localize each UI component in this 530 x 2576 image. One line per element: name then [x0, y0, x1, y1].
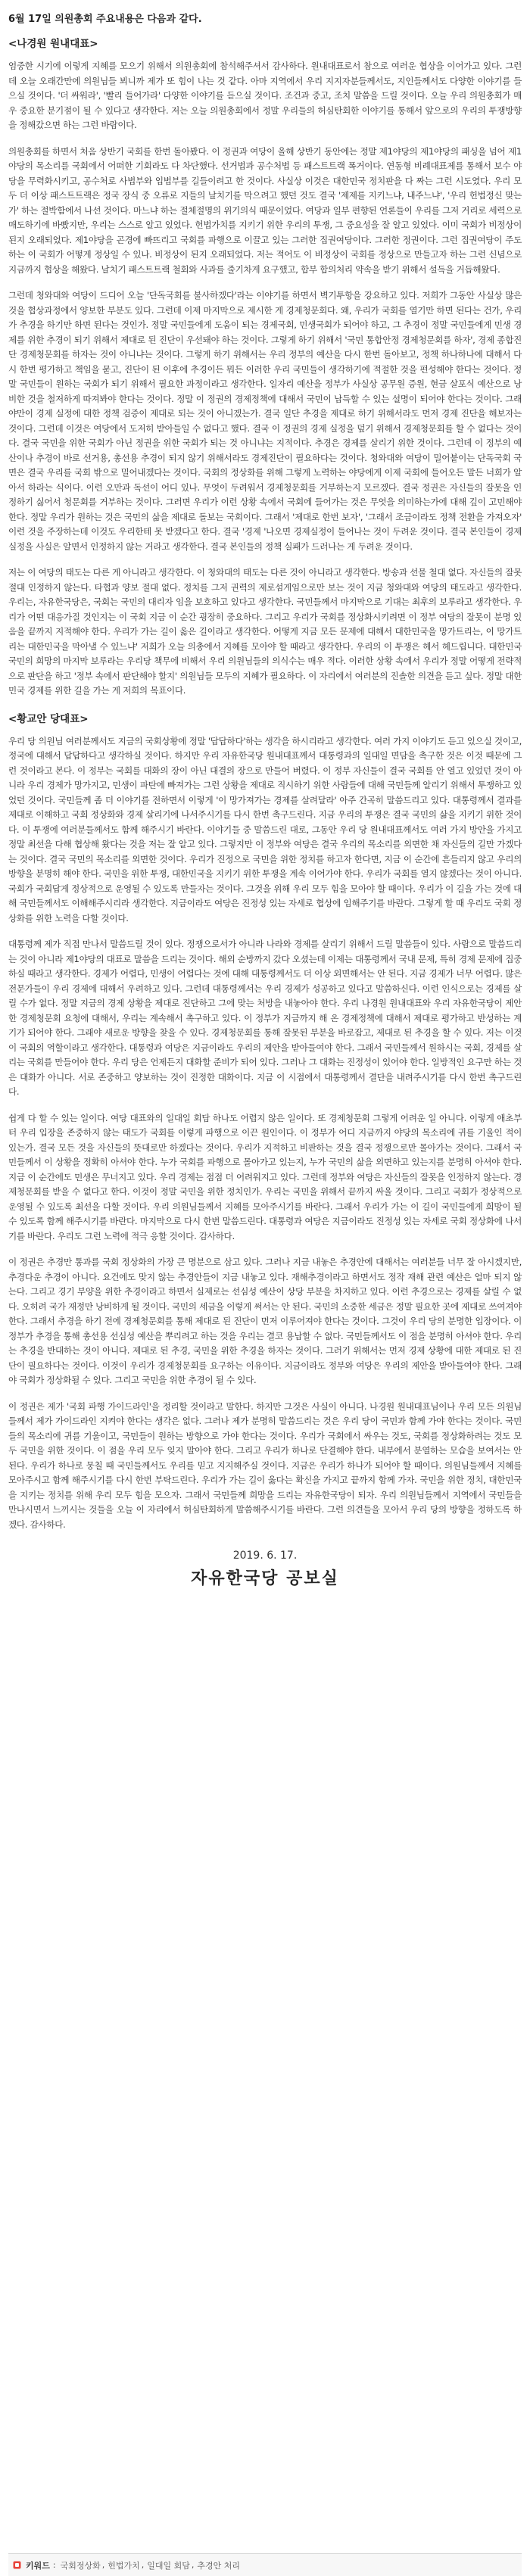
paragraph: 우리 당 의원님 여러분께서도 지금의 국회상황에 정말 '답답하다'하는 생각을 하시리라고 생각한다. 여러 가지 이야기도 듣고 있으실 것이고, 정국에 대해서 답답하다고 생각하실 것이다. 하지만 우리 자유한국당 원내대표께서 대통령과의 일대일 면담을 촉구한 것은 이것 때문에 그런 것이라고 본다. 이 정부는 국회를 대화의 장이 아닌 대결의 장으로 만들어 버렸다. 이 정부 자신들이 결국 국회를 안 열고 있었던 것이 아니라 우리 경제가 망가지고, 민생이 파탄에 빠져가는 그런 상황을 제대로 직시하기 위한 사람들에 대해 국민들께 알리기 위해서 투쟁하고 있었던 것이다. 국민들께 좀 더 이야기를 전하면서 이렇게 '이 망가져가는 경제를 살려달라' 아주 간곡히 말씀드리고 있다. 대통령께서 결과를 제대로 이해하고 국회 정상화와 경제 살리기에 나서주시기를 다시 한번 촉구드린다. 지금 우리의 투쟁은 결국 국민의 삶을 지키기 위한 것이다. 이 투쟁에 여러분들께서도 함께 해주시기 바란다. 이야기들 중 말씀드린 대로, 그동안 우리 당 원내대표께서도 여러 가지 방안을 가지고 정말 최선을 다해 협상해 왔다는 것을 저는 잘 알고 있다. 그렇지만 이 정부와 여당은 결국 우리의 목소리를 외면한 채 자신들의 길만 가겠다는 것이다. 결국 국민의 목소리를 외면한 것이다. 우리가 진정으로 국민을 위한 정치를 하고자 한다면, 지금 이 순간에 흔들리지 않고 우리의 방향을 분명히 해야 한다. 국민을 위한 투쟁, 대한민국을 지키기 위한 투쟁을 계속 이어가야 한다. 우리가 국회를 열지 않겠다는 것이 아니다. 국회가 국회답게 정상적으로 운영될 수 있도록 만들자는 것이다. 그것을 위해 우리 모두 힘을 모아야 할 때이다. 우리가 이 길을 가는 것에 대해 국민들께서도 이해해주시리라 생각한다. 지금이라도 여당은 진정성 있는 자세로 협상에 임해주기를 바란다. 그렇게 할 때 우리도 국회 정상화를 위한 노력을 다할 것이다. — [8, 735, 522, 924]
section-title: <황교안 당대표> — [8, 712, 89, 725]
release-date: 2019. 6. 17. — [232, 1550, 298, 1562]
paragraph: 의원총회를 하면서 처음 상반기 국회를 한번 돌아봤다. 이 정권과 여당이 올해 상반기 동안에는 정말 제1야당의 제1야당의 패싱을 넘어 제1야당의 목소리를 국회에서 어떠한 기회라도 다 차단했다. 선거법과 공수처법 등 패스트트랙 폭거이다. 연동형 비례대표제를 통해서 보수 야당을 무력화시키고, 공수처로 사법부와 입법부를 길들이려고 한 것이다. 사실상 이것은 대한민국 정치판을 다 짜는 그런 시도였다. 우리 모두 더 이상 패스트트랙은 정국 장식 중 오류로 지들의 날치기를 막으려고 했던 것도 결국 '제제를 지키느냐, 내주느냐', '우리 헌법정신 맞는가' 하는 절박함에서 나선 것이다. 마느냐 하는 절체절명의 위기의식 때문이었다. 여당과 일부 편향된 언론들이 우리를 그저 거리로 세력으로 매도하기에 바빴지만, 우리는 스스로 알고 있었다. 헌법가치를 지키기 위한 우리의 투쟁, 그 중요성을 잘 알고 있었다. 이미 국회가 비정상이 된지 오래되었다. 제1야당을 곤경에 빠뜨리고 국회를 파행으로 이끌고 있는 그러한 집권여당이다. 그러한 정권이다. 그런 집권여당이 주도하는 이 국회가 어떻게 정상일 수 있나. 비정상이 된지 오래되었다. 저는 적어도 이 비정상이 국회를 정상으로 만들고자 하는 그런 신념으로 지금까지 협상을 해왔다. 날치기 패스트트랙 철회와 사과를 줄기차게 요구했고, 합부 합의처리 약속을 받기 위해서 설득을 거듭해왔다. — [8, 145, 522, 275]
section-party-leader — [8, 710, 522, 1533]
paragraph: 그런데 청와대와 여당이 드디어 오늘 '단독국회를 불사하겠다'라는 이야기를 하면서 벽기투항을 강요하고 있다. 저희가 그동안 사실상 많은 것을 협상과정에서 양보한 부분도 있다. 그런데 이제 마지막으로 제시한 게 경제청문회다. 왜, 우리가 국회를 열기만 하면 된다는 건가, 우리가 추경을 하기만 하면 된다는 것인가. 정말 국민들에게 도움이 되는 경제국회, 민생국회가 되어야 하고, 그 추경이 정말 국민들에게 민생 경제를 위한 추경이 되기 위해서 제대로 된 진단이 우선돼야 하는 것이다. 그렇게 하기 위해서 '국민 통합안정 경제청문회를 하자', 경제 종합진단 경제청문회를 하자는 것이 아니냐는 것이다. 그렇게 하기 위해서는 우리 정부의 예산을 다시 한번 돌아보고, 정책 하나하나에 대해서 다시 한번 평가하고 책임을 묻고, 진단이 된 이후에 추경이든 뭐든 이러한 우리 국민들이 생각하기에 적절한 것을 편성해야 한다는 것이다. 정말 국민들이 원하는 국회가 되기 위해서 필요한 과정이라고 생각한다. 일자리 예산을 정부가 사실상 공무원 증원, 현금 살포식 예산으로 낭비한 것을 철저하게 따져봐야 한다는 것이다. 정말 이 정권의 경제정책에 대해서 국민이 납득할 수 있는 설명이 되어야 한다는 것이다. 그래야만이 경제 실정에 대한 정책 검증이 제대로 되는 것이 아니겠는가. 결국 일단 추경을 제대로 하기 위해서라도 먼저 경제 진단을 해보자는 것이다. 그런데 이것은 여당에서 도저히 받아들일 수 없다고 했다. 결국 이 정권의 경제 실정을 덮기 위해서 경제청문회를 할 수 없다는 것이다. 결국 국민을 위한 국회가 아닌 정권을 위한 국회가 되는 것 아니냐는 지적이다. 추경은 경제를 살리기 위한 것이다. 그런데 이 정부의 예산이나 추경이 바로 선거용, 총선용 추경이 되지 않기 위해서라도 경제진단이 필요하다는 것이다. 청와대와 여당이 밀어붙이는 단독국회 국면은 결국 우리를 국회 밖으로 밀어내겠다는 것이다. 국회의 정상화를 위해 그렇게 노력하는 야당에게 이제 국회에 들어오든 말든 너희가 알아서 하라는 식이다. 이런 오만과 독선이 어디 있나. 무엇이 두려워서 경제청문회를 거부하는지 모르겠다. 결국 정권은 자신들의 잘못을 인정하기 싫어서 청문회를 거부하는 것이다. 그러면 우리가 이런 상황 속에서 국회에 들어가는 것은 무엇을 의미하는가에 대해 깊이 고민해야 한다. 정말 우리가 원하는 것은 국민의 삶을 제대로 돌보는 국회이다. 그래서 '제대로 한번 보자', '그래서 조금이라도 정책 전환을 가져오자' 이런 것을 주장하는데 이것도 우리한테 못 받겠다고 한다. 결국 '경제 '나오면 경제실정이 들어나는 것이 두려운 것이다. 결국 본인들이 경제 실정을 사실은 알면서 인정하지 않는 거라고 생각한다. 결국 본인들의 정책 실패가 드러나는 게 두려운 것이다. — [8, 290, 522, 552]
closing-block — [8, 1546, 522, 1593]
keyword-link[interactable]: 헌법가치 — [108, 2560, 140, 2571]
paragraph: 이 정권은 추경만 통과를 국회 정상화의 가장 큰 명분으로 삼고 있다. 그러나 지금 내놓은 추경안에 대해서는 여러분들 너무 잘 아시겠지만, 추경다운 추경이 아니다. 요건에도 맞지 않는 추경안들이 지금 내놓고 있다. 재해추경이라고 하면서도 정작 재해 관련 예산은 얼마 되지 않는다. 그리고 경기 부양을 위한 추경이라고 하면서 실제로는 선심성 예산이 상당 부분을 차지하고 있다. 이런 추경으로는 경제를 살릴 수 없다. 오히려 국가 재정만 낭비하게 될 것이다. 국민의 세금을 이렇게 써서는 안 된다. 국민의 소중한 세금은 정말 필요한 곳에 제대로 쓰여져야 한다. 그래서 추경을 하기 전에 경제청문회를 통해 제대로 된 진단이 먼저 이루어져야 한다는 것이다. 그것이 우리 당의 분명한 입장이다. 이 정부가 추경을 통해 총선용 선심성 예산을 뿌리려고 하는 것을 우리는 결코 용납할 수 없다. 국민들께서도 이 점을 분명히 아셔야 한다. 우리는 추경을 반대하는 것이 아니다. 제대로 된 추경, 국민을 위한 추경을 하자는 것이다. 그러기 위해서는 먼저 경제 상황에 대한 제대로 된 진단이 필요하다는 것이다. 이것이 우리가 경제청문회를 요구하는 이유이다. 지금이라도 정부와 여당은 우리의 제안을 받아들여야 한다. 그래야 국회가 정상화될 수 있다. 그리고 국민을 위한 추경이 될 수 있다. — [8, 1257, 522, 1385]
keywords-label: 키워드 — [26, 2560, 50, 2571]
intro-heading: 6월 17일 의원총회 주요내용은 다음과 같다. — [8, 14, 202, 25]
keyword-link[interactable]: 일대일 회담 — [147, 2560, 190, 2571]
issuing-office: 자유한국당 공보실 — [191, 1569, 339, 1588]
paragraph: 엄중한 시기에 이렇게 지혜를 모으기 위해서 의원총회에 참석해주셔서 감사하다. 원내대표로서 참으로 여러운 협상을 이어가고 있다. 그런데 오늘 오래간만에 의원님들 뵈니까 제가 또 힘이 나는 것 같다. 아마 지역에서 우리 지지자분들께서도, 지인들께서도 다양한 이야기를 들으실 것이다. '더 싸워라', '빨리 들어가라' 다양한 이야기를 듣으실 것이다. 조건과 중고, 조치 말씀을 드릴 것이다. 오늘 우리 의원총회가 매우 중요한 분기점이 될 수 있다고 생각한다. 저는 오늘 의원총회에서 정말 우리들의 허심탄회한 이야기를 통해서 앞으로의 우리의 투쟁방향을 정해갔으면 하는 그런 바람이다. — [8, 61, 522, 130]
keyword-link[interactable]: 국회정상화 — [60, 2560, 101, 2571]
section-title: <나경원 원내대표> — [8, 38, 98, 50]
paragraph: 쉽게 다 할 수 있는 일이다. 여당 대표와의 일대일 회담 하나도 어렵지 않은 일이다. 또 경제청문회 그렇게 어려운 일 아니다. 이렇게 애초부터 우리 입장을 존중하지 않는 태도가 국회를 이렇게 파행으로 이끈 원인이다. 이 정부가 어디 지금까지 야당의 목소리에 귀를 기울인 적이 있는가. 결국 모든 것을 자신들의 뜻대로만 하겠다는 것이다. 우리가 지적하고 비판하는 것을 결국 정쟁으로만 몰아가는 것이다. 그래서 국민들께서 이 상황을 정확히 아셔야 한다. 누가 국회를 파행으로 몰아가고 있는지, 누가 국민의 삶을 외면하고 있는지를 분명히 아셔야 한다. 지금 이 순간에도 민생은 무너지고 있다. 우리 경제는 점점 더 어려워지고 있다. 그런데 정부와 여당은 자신들의 잘못을 인정하지 않는다. 경제청문회를 받을 수 없다고 한다. 이것이 정말 국민을 위한 정치인가. 우리는 국민을 위해서 끝까지 싸울 것이다. 그리고 국회가 정상적으로 운영될 수 있도록 최선을 다할 것이다. 우리 의원님들께서 지혜를 모아주시기를 바란다. 그래서 우리가 가는 이 길이 국민들에게 희망이 될 수 있도록 함께 해주시기를 바란다. 마지막으로 다시 한번 말씀드린다. 대통령과 여당은 지금이라도 진정성 있는 자세로 국회 정상화에 나서기를 바란다. 우리도 그런 노력에 적극 응할 것이다. 감사하다. — [8, 1112, 522, 1241]
keywords-bar: 키워드 : 국회정상화 , 헌법가치 , 일대일 회담 , 추경안 처리 — [8, 2553, 522, 2576]
paragraph: 저는 이 여당의 태도는 다른 게 아니라고 생각한다. 이 청와대의 태도는 다른 것이 아니라고 생각한다. 방송과 선물 철대 없다. 자신들의 잘못 절대 인정하지 않는다. 타협과 양보 절대 없다. 정치를 그저 권력의 제로섬게임으로만 보는 것이 지금 청와대와 여당의 태도라고 생각한다. 우리는, 자유한국당은, 국회는 국민의 대리자 임을 보호하고 있다고 생각한다. 국민들께서 마지막으로 기대는 최후의 보루라고 생각한다. 우리가 어떤 대응가질 것인지는 이 국회 지금 이 순간 굉장히 중요하다. 그리고 우리가 국회를 정상화시키려면 이 정부 여당의 잘못이 분명 있음을 끝까지 지적해야 한다. 우리가 가는 길이 옳은 길이라고 생각한다. 어떻게 지금 모든 문제에 대해서 대한민국을 망가트리는, 이 망가트리는 대한민국을 막아낼 수 있느냐' 저희가 오늘 의총에서 지혜를 모아야 할 때라고 생각한다. 우리의 이 투쟁은 헤서 헤드립니다. 대한민국 국민의 희망의 마지막 보루라는 우리당 책무에 비해서 우리 의원님들의 의식수는 매우 적다. 이러한 상황 속에서 우리가 정말 어떻게 전략적으로 판단을 하고 '정부 속에서 판단해야 할지' 의원님들 모두의 지혜가 필요하다. 이 자리에서 여러분의 진솔한 의견을 듣고 싶다. 정말 대한민국 경제를 위한 길을 가는 게 저희의 목표이다. — [8, 567, 522, 696]
keyword-tag-icon — [13, 2561, 21, 2569]
keywords-separator: : — [52, 2560, 56, 2570]
section-floor-leader — [8, 35, 522, 699]
paragraph: 이 정권은 제가 '국회 파행 가이드라인'을 정리할 것이라고 말한다. 하지만 그것은 사실이 아니다. 나경원 원내대표님이나 우리 모든 의원님들께서 제가 가이드라인 지켜야 한다는 생각은 없다. 그러나 제가 분명히 말씀드리는 것은 우리 당이 국민과 함께 가야 한다는 것이다. 국민들의 목소리에 귀를 기울이고, 국민들이 원하는 방향으로 가야 한다는 것이다. 우리가 국회에서 싸우는 것도, 국회를 정상화하려는 것도 모두 국민을 위한 것이다. 이 점을 우리 모두 잊지 말아야 한다. 그리고 우리가 하나로 단결해야 한다. 내부에서 분열하는 모습을 보여서는 안 된다. 우리가 하나로 뭉칠 때 국민들께서도 우리를 믿고 지지해주실 것이다. 지금은 우리가 하나가 되어야 할 때이다. 의원님들께서 지혜를 모아주시고 함께 해주시기를 다시 한번 부탁드린다. 우리가 가는 길이 옳다는 확신을 가지고 끝까지 함께 가자. 국민을 위한 정치, 대한민국을 지키는 정치를 위해 우리 모두 힘을 모으자. 그래서 국민들께 희망을 드리는 자유한국당이 되자. 우리 의원님들께서 지역에서 국민들을 만나시면서 느끼시는 것들을 오늘 이 자리에서 허심탄회하게 말씀해주시기를 바란다. 그런 의견들을 모아서 우리 당의 방향을 정하도록 하겠다. 감사하다. — [8, 1400, 522, 1530]
paragraph: 대통령께 제가 직접 만나서 말씀드릴 것이 있다. 정쟁으로서가 아니라 나라와 경제를 살리기 위해서 드릴 말씀들이 있다. 사람으로 말씀드리는 것이 아니라 제1야당의 대표로 말씀을 드리는 것이다. 해외 순방까지 갔다 오셨는데 이제는 대통령께서 국내 문제, 특히 경제 문제에 집중하실 때라고 생각한다. 경제가 어렵다, 민생이 어렵다는 것에 대해 대통령께서도 더 이상 외면해서는 안 된다. 지금 경제가 너무 어렵다. 많은 전문가들이 우리 경제에 대해서 우려하고 있다. 그런데 대통령께서는 우리 경제가 성공하고 있다고 말씀하신다. 이런 인식으로는 경제를 살릴 수가 없다. 정말 지금의 경제 상황을 제대로 진단하고 그에 맞는 처방을 내놓아야 한다. 우리 나경원 원내대표와 우리 자유한국당이 제안한 경제청문회 요청에 대해서, 우리는 계속해서 촉구하고 있다. 이 정부가 지금까지 해 온 경제정책에 대해서 제대로 평가하고 반성하는 계기가 되어야 한다. 그래야 새로운 방향을 찾을 수 있다. 경제청문회를 통해 잘못된 부분을 바로잡고, 제대로 된 추경을 할 수 있다. 저는 이것이 국회의 역할이라고 생각한다. 대통령과 여당은 지금이라도 우리의 제안을 받아들여야 한다. 그래서 국민들께서 원하시는 국회, 경제를 살리는 국회를 만들어야 한다. 우리 당은 언제든지 대화할 준비가 되어 있다. 그러나 그 대화는 진정성이 있어야 한다. 일방적인 요구만 하는 것은 대화가 아니다. 서로 존중하고 양보하는 것이 진정한 대화이다. 지금 이 시점에서 대통령께서 결단을 내려주시기를 다시 한번 촉구드린다. — [8, 939, 522, 1097]
keyword-link[interactable]: 추경안 처리 — [197, 2560, 241, 2571]
